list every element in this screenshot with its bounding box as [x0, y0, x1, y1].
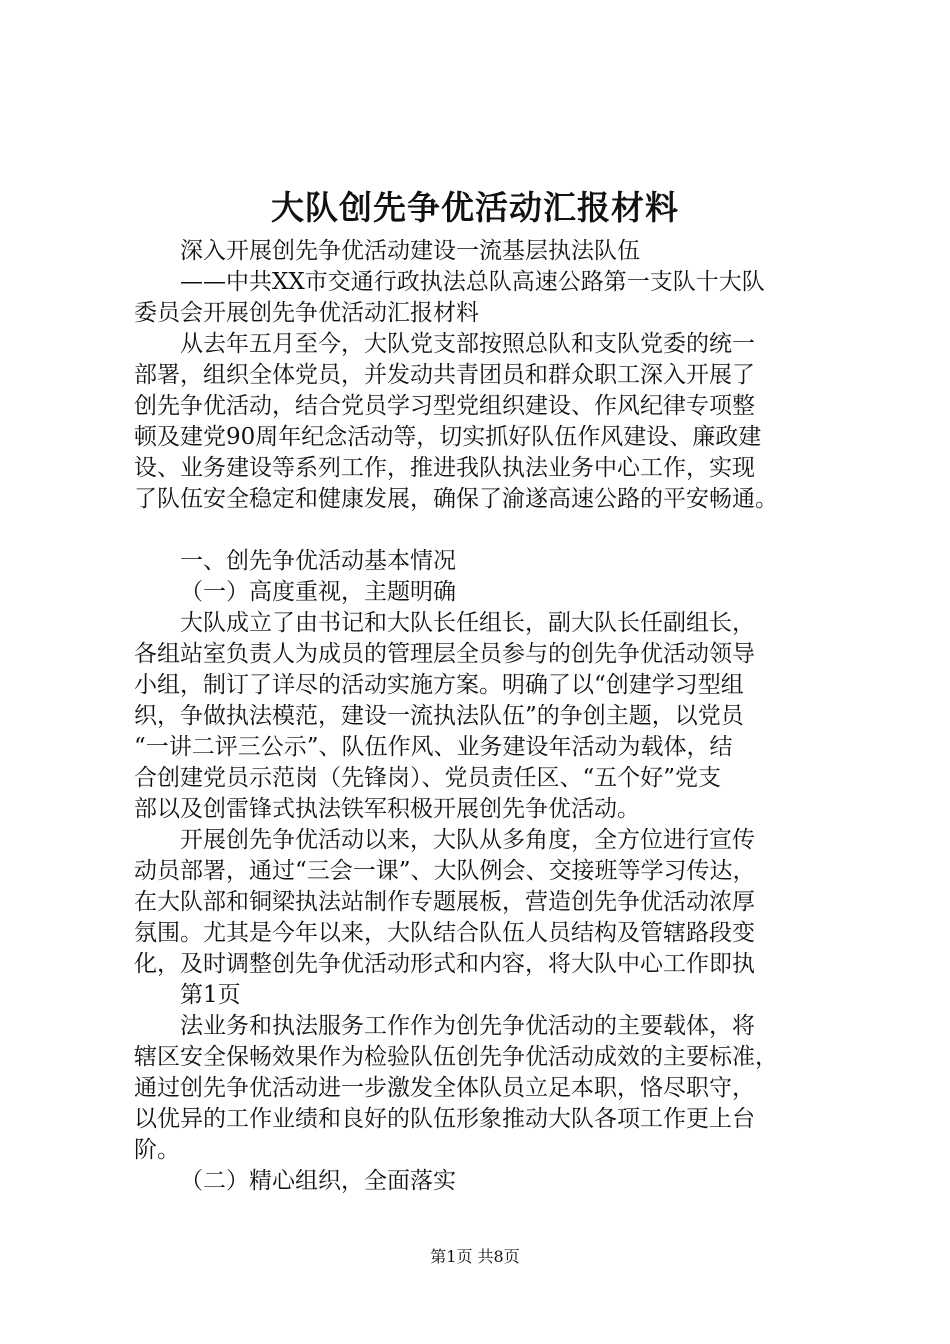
inline-page-marker: 第1页: [180, 982, 241, 1008]
paragraph-line: 小组，制订了详尽的活动实施方案。明确了以“创建学习型组: [134, 672, 744, 698]
paragraph-line: 从去年五月至今，大队党支部按照总队和支队党委的统一: [180, 331, 755, 357]
subtitle-line: 委员会开展创先争优活动汇报材料: [134, 300, 479, 326]
subsection-heading: （二）精心组织，全面落实: [180, 1168, 456, 1194]
paragraph-line: 动员部署，通过“三会一课”、大队例会、交接班等学习传达，: [134, 858, 756, 884]
subtitle-line: 深入开展创先争优活动建设一流基层执法队伍: [180, 238, 640, 264]
paragraph-line: 氛围。尤其是今年以来，大队结合队伍人员结构及管辖路段变: [134, 920, 755, 946]
paragraph-line: 部署，组织全体党员，并发动共青团员和群众职工深入开展了: [134, 362, 755, 388]
paragraph-line: 设、业务建设等系列工作，推进我队执法业务中心工作，实现: [134, 455, 755, 481]
paragraph-line: 顿及建党90周年纪念活动等，切实抓好队伍作风建设、廉政建: [134, 424, 762, 450]
subtitle-line: ——中共XX市交通行政执法总队高速公路第一支队十大队: [180, 269, 765, 295]
paragraph-line: 部以及创雷锋式执法铁军积极开展创先争优活动。: [134, 796, 640, 822]
paragraph-line: 了队伍安全稳定和健康发展，确保了渝遂高速公路的平安畅通。: [134, 486, 778, 512]
paragraph-line: 合创建党员示范岗（先锋岗）、党员责任区、“五个好”党支: [134, 765, 722, 791]
paragraph-line: 辖区安全保畅效果作为检验队伍创先争优活动成效的主要标准，: [134, 1044, 778, 1070]
paragraph-line: 通过创先争优活动进一步激发全体队员立足本职，恪尽职守，: [134, 1075, 755, 1101]
paragraph-line: 大队成立了由书记和大队长任组长，副大队长任副组长，: [180, 610, 755, 636]
paragraph-line: 法业务和执法服务工作作为创先争优活动的主要载体，将: [180, 1013, 755, 1039]
paragraph-line: 阶。: [134, 1137, 180, 1163]
paragraph-line: “一讲二评三公示”、队伍作风、业务建设年活动为载体，结: [134, 734, 733, 760]
section-heading: 一、创先争优活动基本情况: [180, 548, 456, 574]
paragraph-line: 开展创先争优活动以来，大队从多角度，全方位进行宣传: [180, 827, 755, 853]
paragraph-line: 以优异的工作业绩和良好的队伍形象推动大队各项工作更上台: [134, 1106, 755, 1132]
subsection-heading: （一）高度重视，主题明确: [180, 579, 456, 605]
document-body: [134, 236, 850, 1197]
paragraph-line: 各组站室负责人为成员的管理层全员参与的创先争优活动领导: [134, 641, 755, 667]
page-footer: 第1页 共8页: [430, 1247, 520, 1266]
document-title: 大队创先争优活动汇报材料: [271, 188, 679, 227]
paragraph-gap: [134, 515, 850, 546]
paragraph-line: 织，争做执法模范，建设一流执法队伍”的争创主题，以党员: [134, 703, 744, 729]
paragraph-line: 在大队部和铜梁执法站制作专题展板，营造创先争优活动浓厚: [134, 889, 755, 915]
paragraph-line: 创先争优活动，结合党员学习型党组织建设、作风纪律专项整: [134, 393, 755, 419]
paragraph-line: 化，及时调整创先争优活动形式和内容，将大队中心工作即执: [134, 951, 755, 977]
